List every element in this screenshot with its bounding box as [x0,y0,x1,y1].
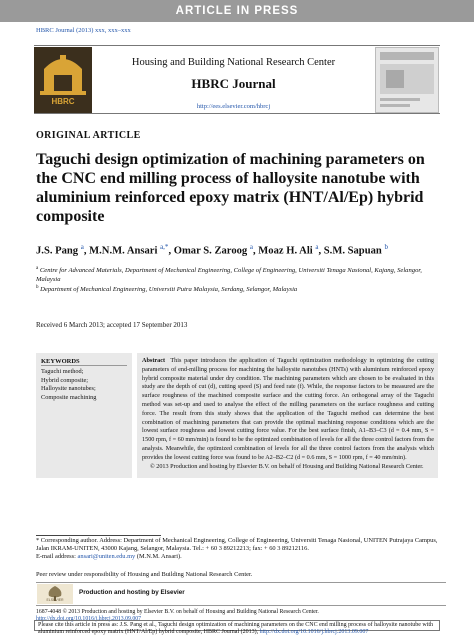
footnote-divider [36,535,161,536]
keyword-item: Halloysite nanotubes; [41,385,96,393]
keyword-item: Hybrid composite; [41,376,89,384]
email-line: E-mail address: ansari@uniten.edu.my (M.N.M. Ansari). [36,553,182,561]
author-affiliation-mark[interactable]: a,* [160,243,169,251]
author-name[interactable]: J.S. Pang [36,245,79,257]
journal-reference[interactable]: HBRC Journal (2013) xxx, xxx–xxx [36,27,131,34]
logo-text: HBRC [51,97,75,106]
author-name[interactable]: M.N.M. Ansari [89,245,158,257]
article-in-press-banner: ARTICLE IN PRESS [0,0,474,22]
author-affiliation-mark[interactable]: a [249,243,253,251]
keyword-item: Composite machining [41,393,97,401]
peer-review-note: Peer review under responsibility of Housing and Building National Research Center. [36,571,253,578]
citation-text: Please cite this article in press as: J.S. Pang et al., Taguchi design optimization of machining parameters on the CNC end milling process of halloysite nanotube with aluminium reinforced epoxy matrix (HNT/Al/Ep) hybrid composite, HBRC Journal (2013), [38,622,434,635]
section-label: ORIGINAL ARTICLE [36,130,141,141]
organization-name: Housing and Building National Research Center [131,57,336,68]
hbrc-logo [34,47,92,113]
journal-cover-image [375,47,439,113]
doi-link[interactable]: http://dx.doi.org/10.1016/j.hbrcj.2013.09.007 [36,616,142,622]
keyword-item: Taguchi method; [41,368,84,375]
author-affiliation-mark[interactable]: a [80,243,84,251]
abstract-label: Abstract [142,357,166,364]
author-affiliation-mark[interactable]: a [315,243,319,251]
citation-doi-link[interactable]: http://dx.doi.org/10.1016/j.hbrcj.2013.09.007 [259,629,369,635]
corresponding-address: * Corresponding author. Address: Department of Mechanical Engineering, College of Engineering, Universiti Tenaga Nasional, UNITEN Putrajaya Campus, Jalan IKRAM-UNITEN, 43000 Kajang, Selangor, Malaysia. Tel.: + 60 3 89212213; fax: + 60 3 89212116. [36,537,438,553]
affiliations [36,265,446,295]
author-name[interactable]: Moaz H. Ali [258,245,313,257]
abstract-body: This paper introduces the application of Taguchi optimization methodology in optimizing the cutting parameters of end-milling process for machining the halloysite nanotubes (HNTs) with aluminium reinforced epoxy hybrid composite material under dry condition. The machining parameters which are chosen to be evaluated in this study are the depth of cut (d), cutting speed (S) and feed rate (f). While, the response factors to be measured are the surface roughness of the machined composite surface and the cutting force. An orthogonal array of the Taguchi method was set-up and used to analyse the effect of the milling parameters on the surface roughness and cutting force. The result from this study shows that the application of the Taguchi method can determine the best combination of machining parameters that can provide the optimal machining response conditions which are the lowest surface roughness and lowest cutting force value. For the best surface finish, A1–B3–C3 (d = 0.4 mm, S = 1500 rpm, f = 60 mm/min) is found to be the optimized combination of levels for all the three control factors from the analysis. Meanwhile, the optimized combination of levels for all the three control factors from the analysis which provides the lowest cutting force was found to be A2–B2–C2 (d = 0.6 mm, S = 1000 rpm, f = 40 mm/min). [142,357,435,461]
author-list: J.S. Pang $^a$, M.N.M. Ansari $^{a,*}$, Omar S. Zaroog $^a$, Moaz H. Ali $^a$, S.M. Sapuan $^b$ [36,243,388,257]
corresponding-author-note [36,537,446,562]
abstract-copyright: © 2013 Production and hosting by Elsevier B.V. on behalf of Housing and Building National Research Center. [150,462,424,470]
affiliation-item: $^a$ Centre for Advanced Materials, Department of Mechanical Engineering, College of Engineering, Universiti Tenaga Nasional, Kajang, Selangor, Malaysia [36,266,422,283]
production-text: Production and hosting by Elsevier [79,589,185,596]
elsevier-logo [37,584,73,604]
citation-box [34,620,440,635]
author-name[interactable]: S.M. Sapuan [323,245,382,257]
journal-title: HBRC Journal [191,76,276,91]
received-dates: Received 6 March 2013; accepted 17 September 2013 [36,321,188,329]
abstract [142,357,434,471]
author-affiliation-mark[interactable]: b [384,243,388,251]
journal-url[interactable]: http://ees.elsevier.com/hbrcj [196,103,271,110]
elsevier-logo-text: ELSEVIER [46,598,64,602]
email-link[interactable]: ansari@uniten.edu.my [77,553,136,561]
article-title: Taguchi design optimization of machining parameters on the CNC end milling process of halloysite nanotube with aluminium reinforced epoxy matrix (HNT/Al/Ep) hybrid composite [36,151,425,225]
keywords-heading: KEYWORDS [41,358,80,365]
issn-line: 1687-4048 © 2013 Production and hosting by Elsevier B.V. on behalf of Housing and Building National Research Center. http://dx.doi.org/10.1016/j.hbrcj.2013.09.007 [36,609,446,623]
author-name[interactable]: Omar S. Zaroog [173,245,248,257]
affiliation-item: $^b$ Department of Mechanical Engineering, Universiti Putra Malaysia, Serdang, Selangor, Malaysia [36,285,298,294]
keywords-divider [41,365,127,366]
keywords-list [41,368,96,402]
